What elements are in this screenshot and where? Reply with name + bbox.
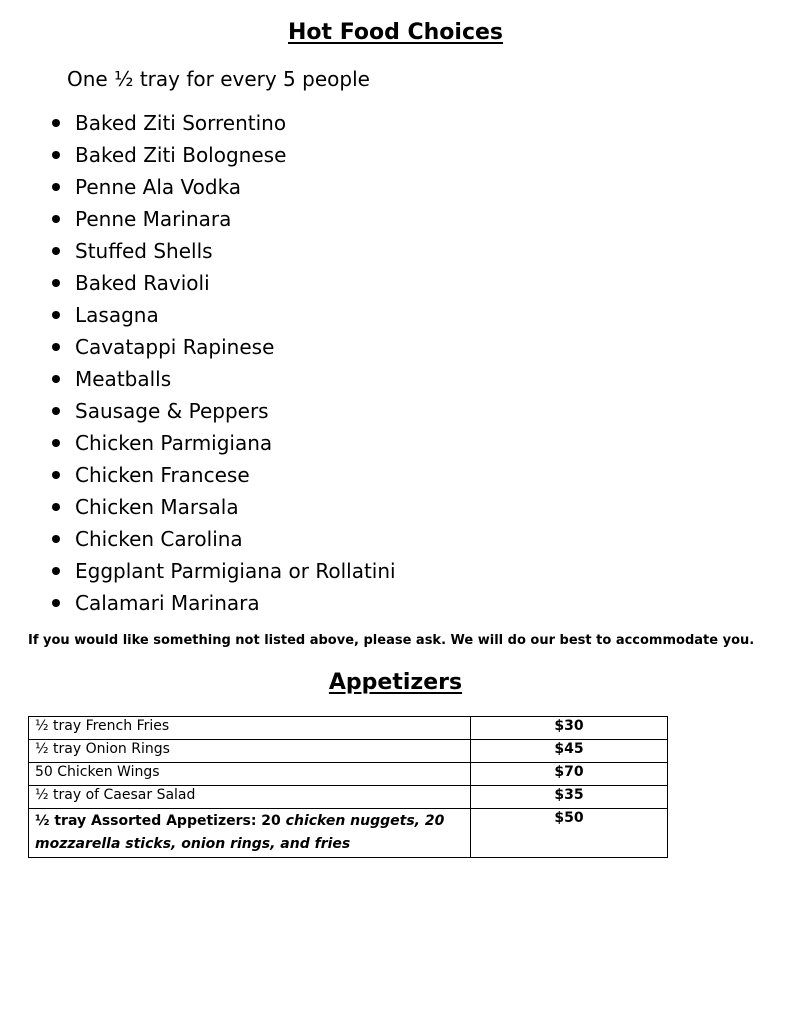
list-item	[0, 363, 791, 395]
appetizer-item: 50 Chicken Wings	[29, 763, 471, 786]
appetizer-item	[29, 809, 471, 858]
dish-name: Cavatappi Rapinese	[75, 335, 275, 359]
list-item	[0, 587, 791, 619]
list-item	[0, 331, 791, 363]
bullet-icon	[52, 343, 60, 351]
bullet-icon	[52, 439, 60, 447]
appetizer-item: ½ tray of Caesar Salad	[29, 786, 471, 809]
table-row	[29, 786, 668, 809]
dish-name: Stuffed Shells	[75, 239, 213, 263]
bullet-icon	[52, 407, 60, 415]
assorted-contents: chicken nuggets, 20 mozzarella sticks, onion rings, and fries	[35, 813, 445, 852]
dish-name: Meatballs	[75, 367, 172, 391]
bullet-icon	[52, 311, 60, 319]
page-title: Hot Food Choices	[288, 20, 503, 45]
list-item	[0, 395, 791, 427]
list-item	[0, 107, 791, 139]
list-item	[0, 235, 791, 267]
bullet-icon	[52, 183, 60, 191]
list-item	[0, 555, 791, 587]
appetizers-heading: Appetizers	[328, 670, 463, 695]
list-item	[0, 299, 791, 331]
dish-name: Baked Ziti Bolognese	[75, 143, 287, 167]
assorted-prefix: ½ tray Assorted Appetizers: 20	[35, 813, 286, 829]
dish-name: Chicken Parmigiana	[75, 431, 273, 455]
dish-name: Penne Ala Vodka	[75, 175, 242, 199]
bullet-icon	[52, 567, 60, 575]
appetizer-price: $50	[471, 809, 668, 858]
list-item	[0, 267, 791, 299]
serving-note: One ½ tray for every 5 people	[67, 67, 370, 91]
appetizer-price: $70	[471, 763, 668, 786]
dish-name: Sausage & Peppers	[75, 399, 269, 423]
list-item	[0, 523, 791, 555]
appetizers-table	[28, 716, 668, 858]
bullet-icon	[52, 503, 60, 511]
bullet-icon	[52, 471, 60, 479]
bullet-icon	[52, 247, 60, 255]
list-item	[0, 491, 791, 523]
list-item	[0, 139, 791, 171]
dish-name: Baked Ziti Sorrentino	[75, 111, 287, 135]
bullet-icon	[52, 119, 60, 127]
bullet-icon	[52, 535, 60, 543]
bullet-icon	[52, 151, 60, 159]
table-row	[29, 763, 668, 786]
table-row	[29, 717, 668, 740]
table-row	[29, 740, 668, 763]
list-item	[0, 203, 791, 235]
hot-food-list	[0, 107, 791, 619]
dish-name: Penne Marinara	[75, 207, 232, 231]
bullet-icon	[52, 599, 60, 607]
dish-name: Calamari Marinara	[75, 591, 260, 615]
bullet-icon	[52, 215, 60, 223]
appetizer-item: ½ tray Onion Rings	[29, 740, 471, 763]
appetizer-item: ½ tray French Fries	[29, 717, 471, 740]
dish-name: Lasagna	[75, 303, 159, 327]
list-item	[0, 459, 791, 491]
dish-name: Chicken Carolina	[75, 527, 243, 551]
dish-name: Chicken Francese	[75, 463, 250, 487]
appetizer-price: $45	[471, 740, 668, 763]
bullet-icon	[52, 279, 60, 287]
table-row	[29, 809, 668, 858]
dish-name: Chicken Marsala	[75, 495, 239, 519]
dish-name: Eggplant Parmigiana or Rollatini	[75, 559, 396, 583]
appetizer-price: $30	[471, 717, 668, 740]
list-item	[0, 171, 791, 203]
appetizer-price: $35	[471, 786, 668, 809]
bullet-icon	[52, 375, 60, 383]
special-request-note: If you would like something not listed above, please ask. We will do our best to accommodate you.	[28, 633, 755, 648]
list-item	[0, 427, 791, 459]
dish-name: Baked Ravioli	[75, 271, 210, 295]
